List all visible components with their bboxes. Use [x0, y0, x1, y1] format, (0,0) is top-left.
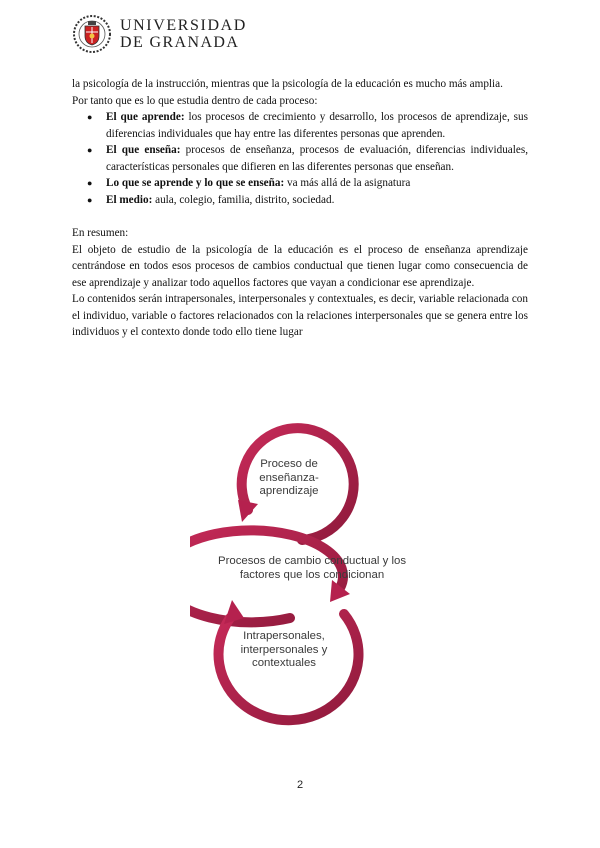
- bullet-term: Lo que se aprende y lo que se enseña:: [106, 177, 285, 189]
- paragraph-4: El objeto de estudio de la psicología de la educación es el proceso de enseñanza aprendizaje centrándose en todos esos procesos de cambios conductual que tienen lugar como consecuencia de ese aprendizaje y analizar todo aquellos factores que vayan a condicionar ese aprendizaje.: [72, 243, 528, 289]
- bullet-term: El medio:: [106, 193, 153, 206]
- bullet-list: [72, 109, 528, 208]
- arrowhead-top: [238, 500, 258, 522]
- list-item: [106, 142, 528, 175]
- document-body: [72, 76, 528, 341]
- paragraph-3: En resumen:: [72, 227, 129, 239]
- list-item: [106, 192, 528, 209]
- list-item: [106, 109, 528, 142]
- page-header: [72, 14, 247, 54]
- paragraph-1: la psicología de la instrucción, mientras que la psicología de la educación es mucho más amplia.: [72, 78, 503, 90]
- cycle-diagram: [190, 418, 420, 736]
- bullet-term: El que aprende:: [106, 111, 185, 123]
- bullet-text: aula, colegio, familia, distrito, sociedad.: [152, 193, 335, 206]
- bullet-text: va más allá de la asignatura: [284, 177, 411, 189]
- bullet-term: El que enseña:: [106, 144, 181, 156]
- list-item: [106, 175, 528, 192]
- diagram-label-process: Proceso de enseñanza-aprendizaje: [259, 458, 319, 497]
- university-name-line1: UNIVERSIDAD: [120, 17, 247, 34]
- bullet-text: procesos de enseñanza, procesos de evaluación, diferencias individuales, características personales que difieren en las diferentes personas que enseñan.: [106, 144, 528, 173]
- paragraph-5: Lo contenidos serán intrapersonales, interpersonales y contextuales, es decir, variable relacionada con el individuo, variable o factores relacionados con la relaciones interpersonales que se genera entre los individuos y el contexto donde todo ello tiene lugar: [72, 293, 528, 338]
- diagram-label-contents: Intrapersonales, interpersonales y contextuales: [240, 630, 328, 669]
- bullet-text: los procesos de crecimiento y desarrollo, los procesos de aprendizaje, sus diferencias individuales que hay entre las diferentes personas que aprenden.: [106, 111, 528, 140]
- university-name-line2: DE GRANADA: [120, 34, 240, 51]
- university-seal-icon: [72, 14, 112, 54]
- diagram-label-change: Procesos de cambio conductual y los factores que los condicionan: [217, 555, 407, 581]
- university-name: [120, 17, 247, 51]
- page-number: 2: [296, 779, 304, 791]
- paragraph-2: Por tanto que es lo que estudia dentro de cada proceso:: [72, 94, 318, 107]
